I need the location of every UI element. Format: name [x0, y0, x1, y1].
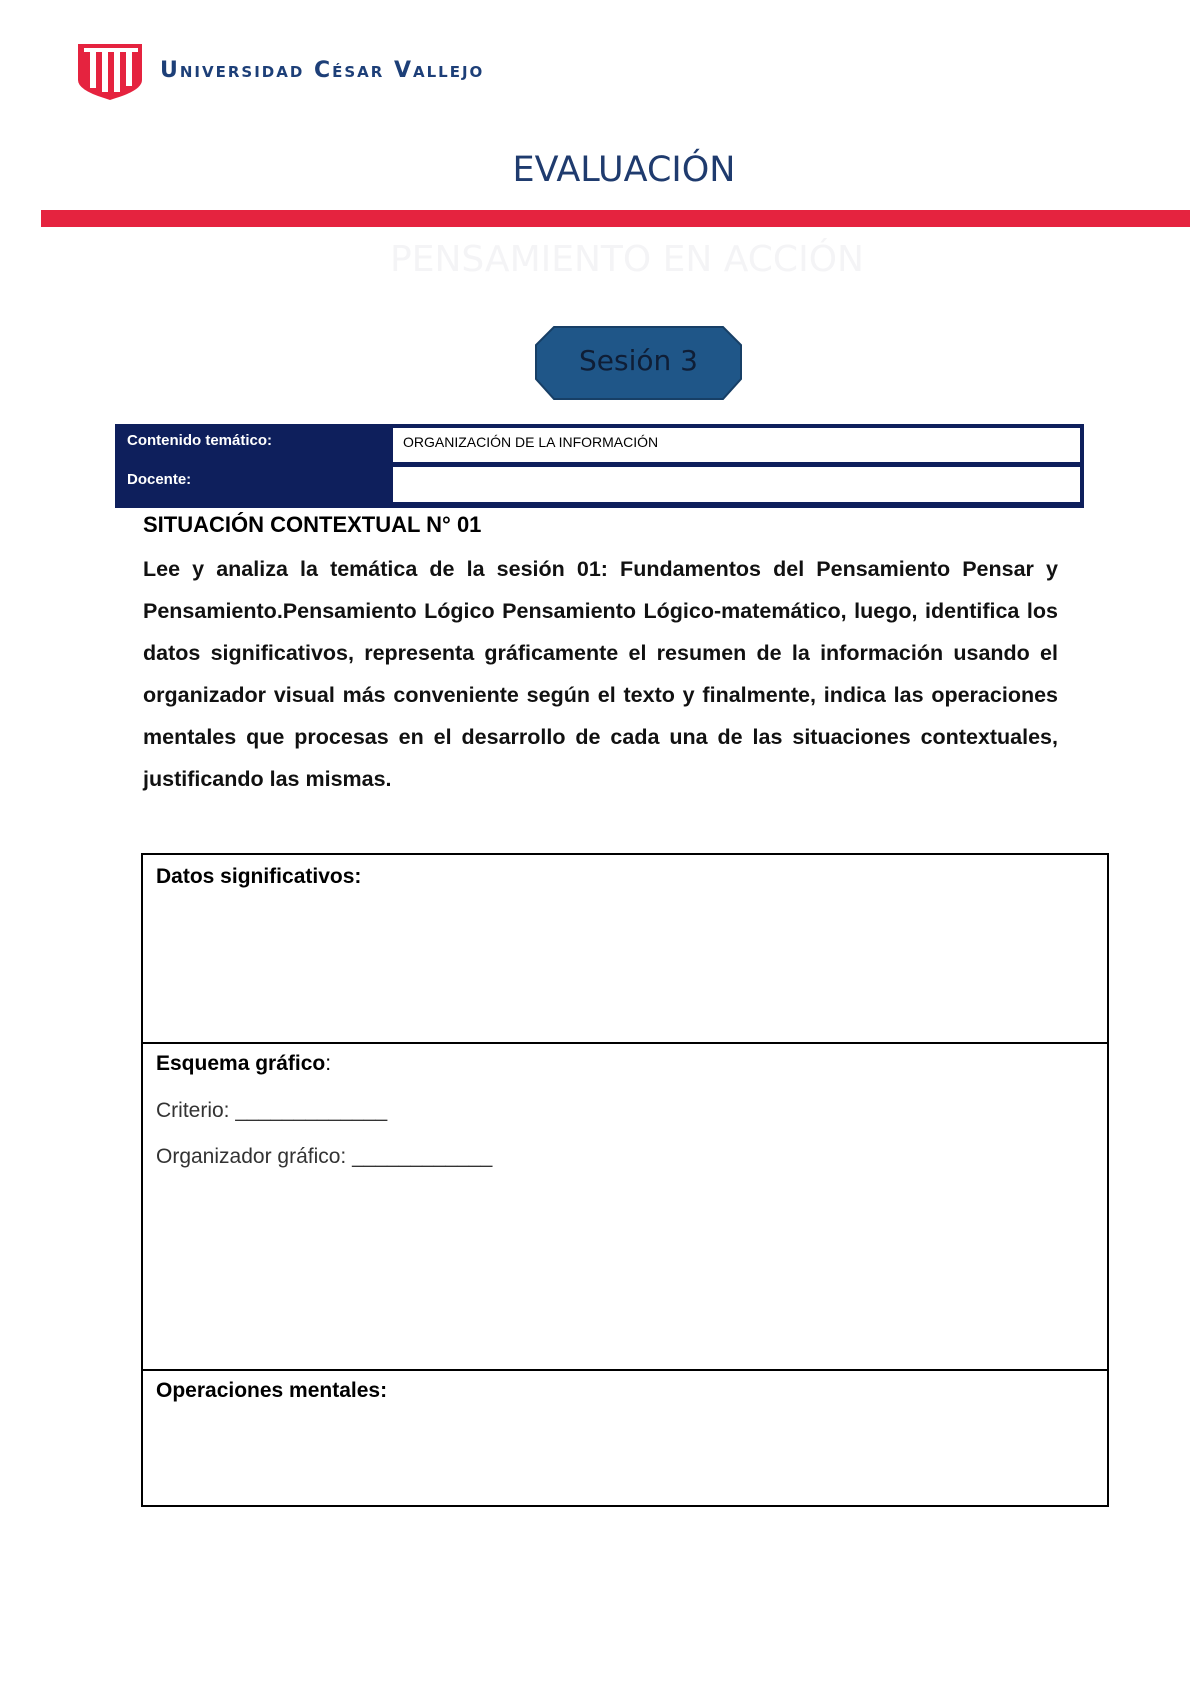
- operaciones-label: Operaciones mentales:: [156, 1379, 388, 1402]
- red-divider-bar: [41, 210, 1190, 227]
- esquema-label-wrapper: [156, 1052, 331, 1076]
- session-badge: [534, 323, 743, 403]
- info-table: [115, 424, 1084, 508]
- info-row-contenido: [115, 424, 1084, 466]
- docente-label: Docente:: [127, 471, 192, 488]
- situacion-text: Lee y analiza la temática de la sesión 01: Fundamentos del Pensamiento Pensar y Pensamiento.Pensamiento Lógico Pensamiento Lógico-matemático, luego, identifica los datos significativos, representa gráficamente el resumen de la información usando el organizador visual más conveniente según el texto y finalmente, indica las operaciones mentales que procesas en el desarrollo de cada una de las situaciones contextuales, justificando las mismas.: [143, 557, 1058, 791]
- info-row-docente: [115, 464, 1084, 506]
- divider-datos-esquema: [143, 1042, 1107, 1044]
- university-shield-icon: [76, 40, 144, 100]
- evaluation-title: EVALUACIÓN: [512, 150, 736, 190]
- docente-value-cell: [393, 467, 1080, 502]
- university-logo: [76, 40, 484, 100]
- divider-esquema-operaciones: [143, 1369, 1107, 1371]
- organizador-line: Organizador gráfico: ____________: [156, 1145, 493, 1168]
- contenido-label: Contenido temático:: [127, 432, 272, 449]
- ghost-subtitle: PENSAMIENTO EN ACCIÓN: [390, 239, 864, 280]
- esquema-label: Esquema gráfico: [156, 1052, 326, 1075]
- criterio-line: Criterio: _____________: [156, 1099, 388, 1122]
- esquema-colon: :: [325, 1052, 332, 1075]
- datos-label: Datos significativos:: [156, 865, 362, 888]
- contenido-value-cell: [393, 428, 1080, 462]
- situacion-title: SITUACIÓN CONTEXTUAL N° 01: [143, 512, 482, 537]
- university-name: Universidad César Vallejo: [160, 57, 485, 83]
- contenido-value: ORGANIZACIÓN DE LA INFORMACIÓN: [403, 434, 659, 450]
- work-box: [141, 853, 1109, 1507]
- session-label: Sesión 3: [579, 344, 698, 377]
